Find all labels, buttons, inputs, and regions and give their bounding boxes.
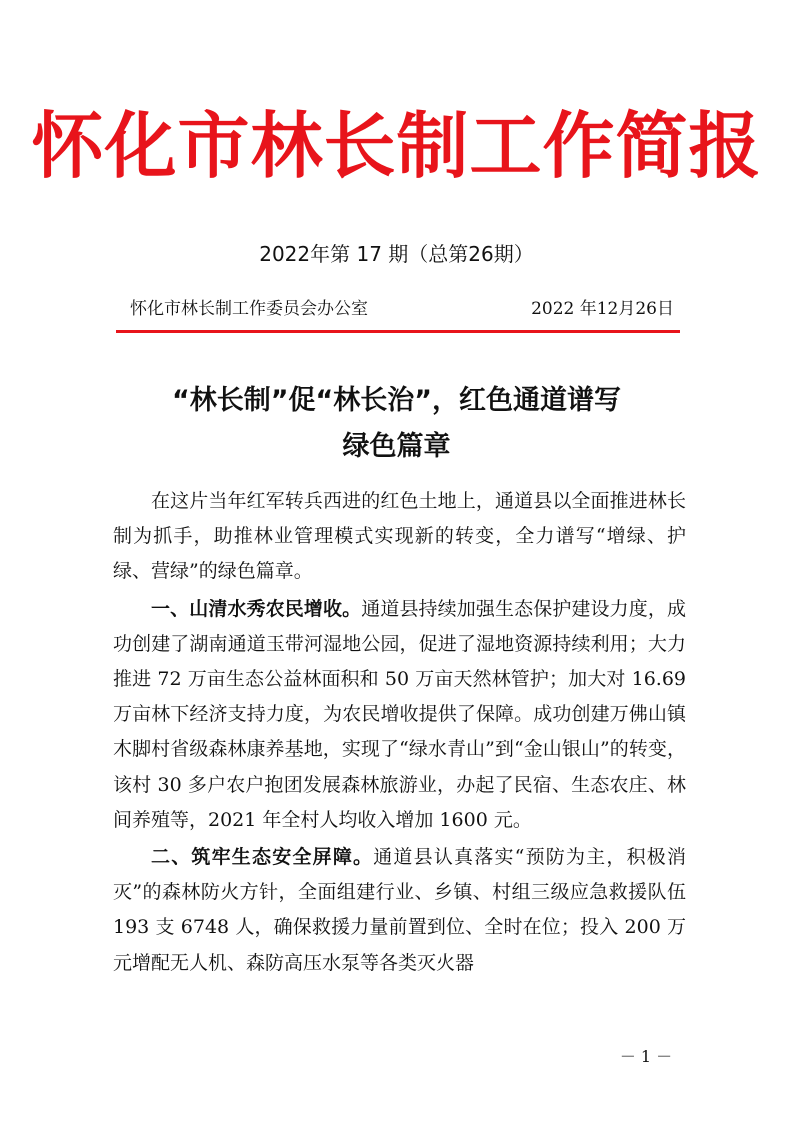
section-2-paragraph: [113, 840, 686, 981]
issue-date: 2022 年12月26日: [531, 299, 674, 319]
issuer-row: [118, 293, 678, 325]
section-1-text: 通道县持续加强生态保护建设力度，成功创建了湖南通道玉带河湿地公园，促进了湿地资源持续利用；大力推进 72 万亩生态公益林面积和 50 万亩天然林管护；加大对 16.69 万亩林下经济支持力度，为农民增收提供了保障。成功创建万佛山镇木脚村省级森林康养基地，实现了“绿水青山”到“金山银山”的转变，该村 30 多户农户抱团发展森林旅游业，办起了民宿、生态农庄、林间养殖等，2021 年全村人均收入增加 1600 元。: [113, 597, 686, 831]
red-divider-rule: [116, 330, 680, 333]
article-title: [110, 378, 683, 470]
intro-paragraph: 在这片当年红军转兵西进的红色土地上，通道县以全面推进林长制为抓手，助推林业管理模式实现新的转变，全力谱写“增绿、护绿、营绿”的绿色篇章。: [113, 490, 686, 583]
article-title-line-1: “林长制”促“林长治”，红色通道谱写: [172, 385, 621, 416]
issuing-office: 怀化市林长制工作委员会办公室: [130, 299, 368, 319]
section-2-heading: 二、筑牢生态安全屏障。: [151, 846, 374, 869]
section-1-paragraph: [113, 592, 686, 838]
article-body: [113, 484, 686, 981]
issue-number: 2022年第 17 期（总第26期）: [259, 242, 534, 266]
section-2-text: 通道县认真落实“预防为主，积极消灭”的森林防火方针，全面组建行业、乡镇、村组三级应急救援队伍 193 支 6748 人，确保救援力量前置到位、全时在位；投入 200 万元增配无人机、森防高压水泵等各类灭火器: [113, 846, 686, 974]
section-1-heading: 一、山清水秀农民增收。: [151, 597, 362, 620]
masthead-title: 怀化市林长制工作简报: [31, 104, 762, 188]
page-number: － 1 －: [619, 1047, 673, 1066]
article-title-line-2: 绿色篇章: [342, 431, 451, 462]
